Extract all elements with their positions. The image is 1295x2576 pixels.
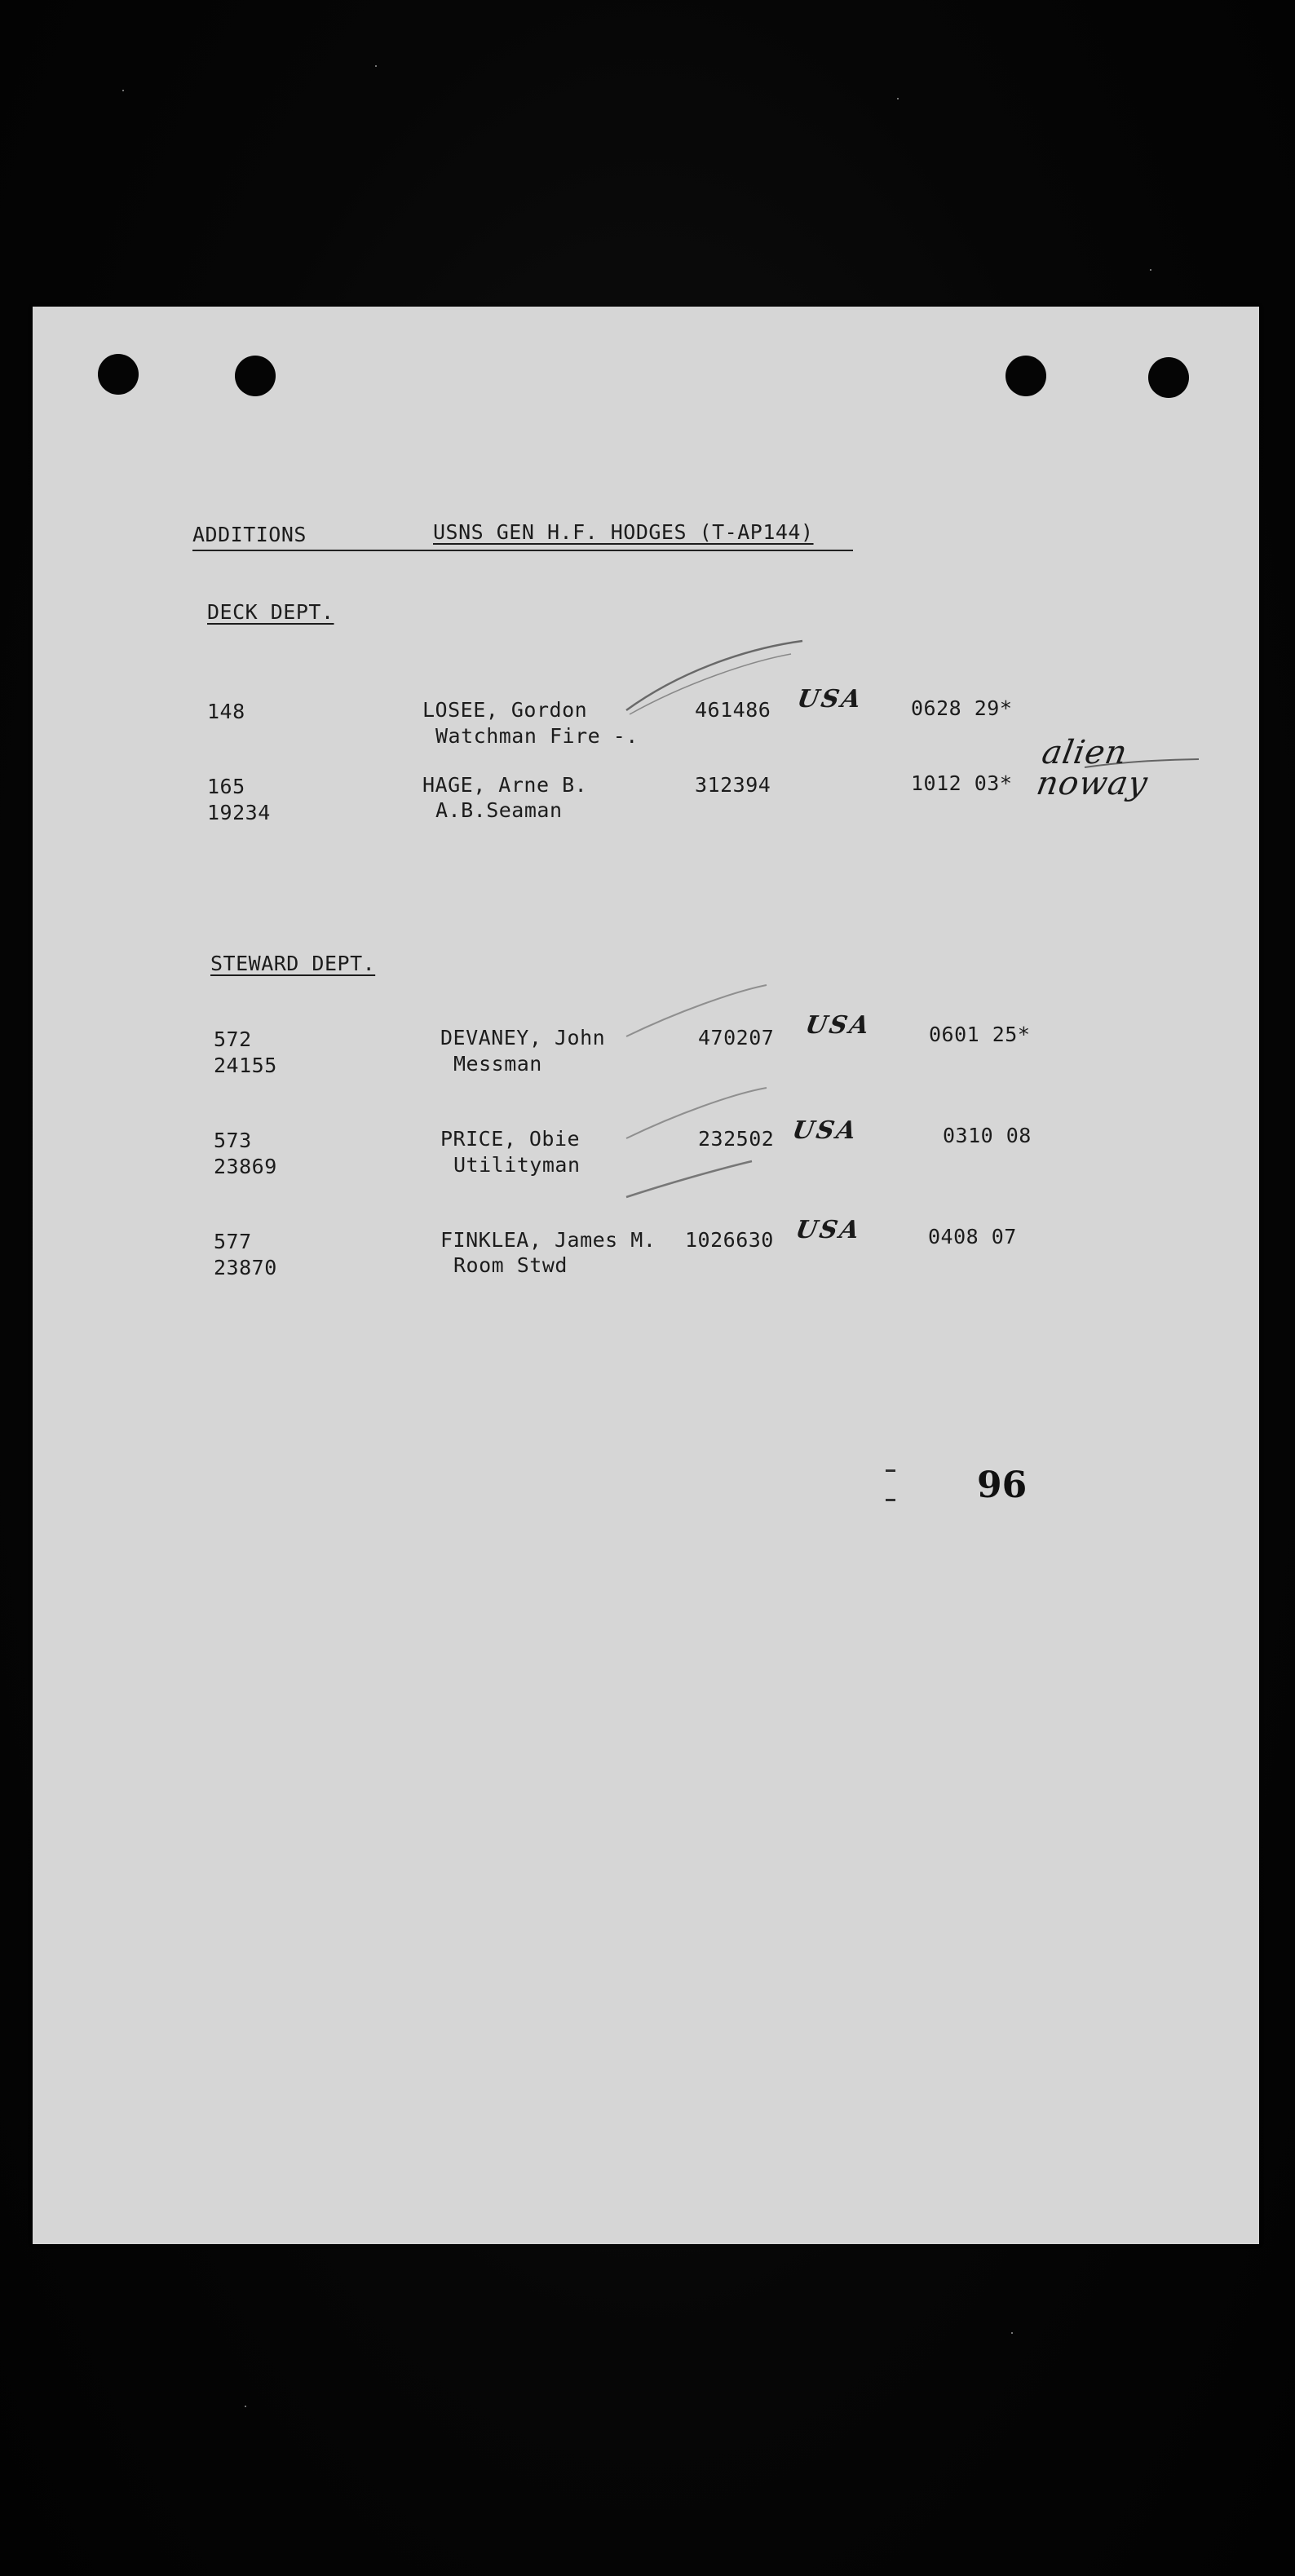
crew-number: 572 <box>214 1027 252 1051</box>
page-number: 96 <box>977 1465 1028 1506</box>
citizenship-mark: USA <box>789 1116 861 1145</box>
handwritten-note: alien noway <box>1033 734 1151 802</box>
crew-date: 0601 25* <box>929 1023 1031 1046</box>
crew-rating: Watchman Fire -. <box>435 724 639 748</box>
ship-name: USNS GEN H.F. HODGES (T-AP144) <box>433 520 814 544</box>
dust-speck <box>122 90 124 91</box>
crew-number: 148 <box>207 700 245 723</box>
crew-name: DEVANEY, John <box>440 1026 606 1049</box>
crew-date: 0628 29* <box>911 696 1013 720</box>
crew-date: 0310 08 <box>943 1124 1032 1147</box>
crew-date: 1012 03* <box>911 771 1013 795</box>
steward-dept-title: STEWARD DEPT. <box>210 952 376 975</box>
crew-id: 461486 <box>695 698 771 722</box>
punch-hole <box>1148 357 1189 398</box>
dust-speck <box>1150 269 1151 271</box>
crew-name: FINKLEA, James M. <box>440 1228 656 1252</box>
header-label: ADDITIONS <box>192 523 307 546</box>
crew-date: 0408 07 <box>928 1225 1017 1248</box>
crew-rating: A.B.Seaman <box>435 798 563 822</box>
dust-speck <box>245 2406 246 2407</box>
crew-name: HAGE, Arne B. <box>422 773 588 797</box>
margin-dash <box>886 1469 895 1472</box>
dust-speck <box>1011 2332 1013 2334</box>
punch-hole <box>235 356 276 396</box>
crew-number: 573 <box>214 1129 252 1152</box>
citizenship-mark: USA <box>793 1216 864 1244</box>
crew-id: 312394 <box>695 773 771 797</box>
crew-number-secondary: 23869 <box>214 1155 277 1178</box>
dust-speck <box>897 98 899 99</box>
deck-dept-title: DECK DEPT. <box>207 600 334 624</box>
citizenship-mark: USA <box>794 685 866 714</box>
crew-number: 577 <box>214 1230 252 1253</box>
crew-rating: Utilityman <box>453 1153 581 1177</box>
crew-number-secondary: 19234 <box>207 801 271 824</box>
punch-hole <box>1006 356 1046 396</box>
crew-id: 1026630 <box>685 1228 774 1252</box>
margin-dash <box>886 1499 895 1501</box>
crew-id: 470207 <box>698 1026 775 1049</box>
crew-rating: Messman <box>453 1052 542 1076</box>
crew-rating: Room Stwd <box>453 1253 568 1277</box>
crew-number-secondary: 23870 <box>214 1256 277 1279</box>
document-page <box>33 307 1259 2244</box>
citizenship-mark: USA <box>802 1011 874 1040</box>
crew-number: 165 <box>207 775 245 798</box>
header-underline <box>192 550 853 551</box>
crew-id: 232502 <box>698 1127 775 1151</box>
crew-number-secondary: 24155 <box>214 1054 277 1077</box>
crew-name: PRICE, Obie <box>440 1127 581 1151</box>
punch-hole <box>98 354 139 395</box>
dust-speck <box>375 65 377 67</box>
crew-name: LOSEE, Gordon <box>422 698 588 722</box>
pencil-stroke <box>626 1161 752 1197</box>
